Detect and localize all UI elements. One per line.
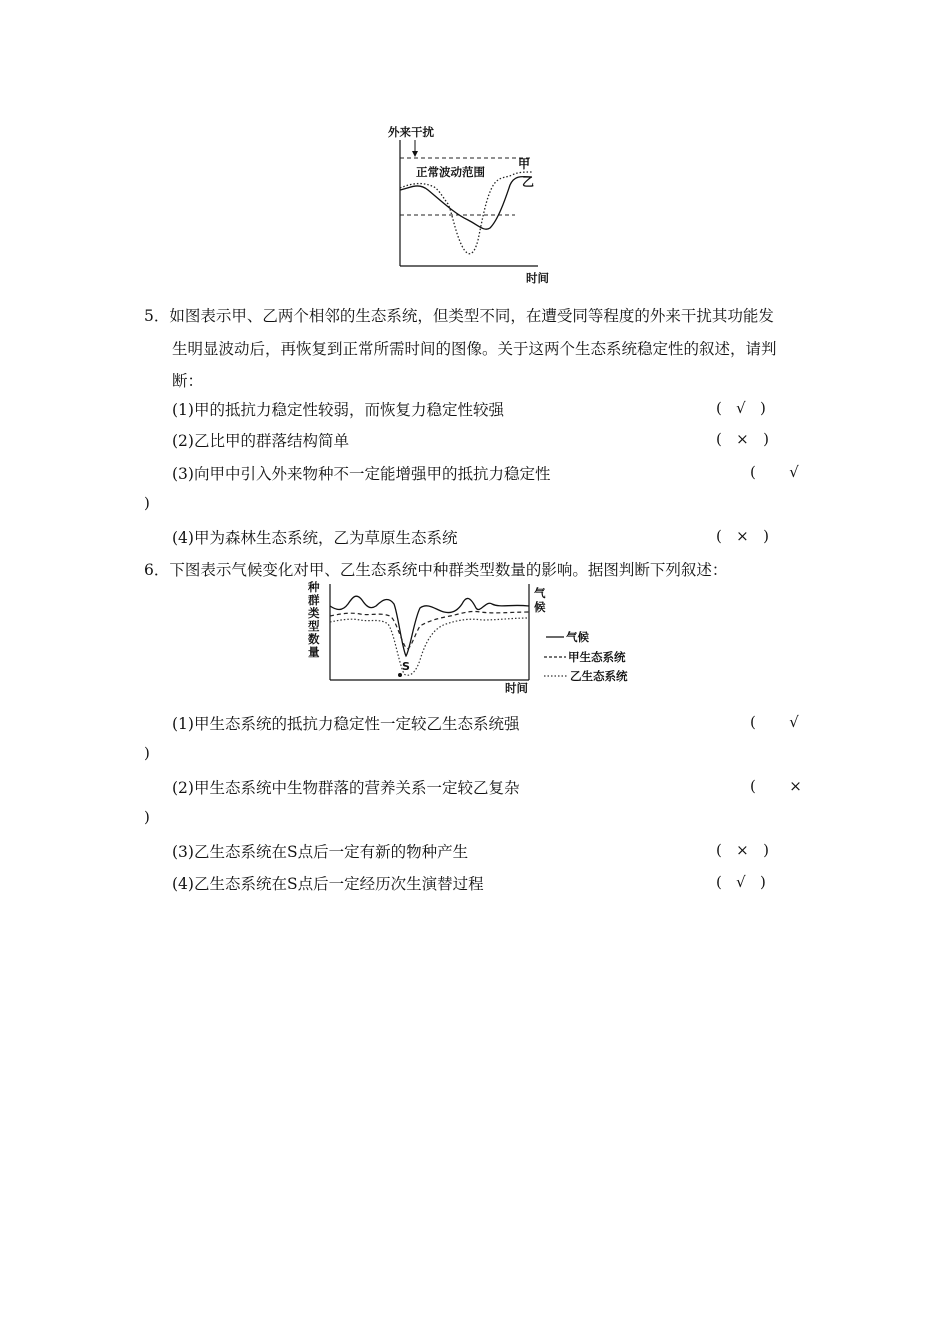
legend-yi-label: 乙生态系统 — [570, 669, 628, 683]
q5-stem-line3: 断： — [172, 372, 204, 390]
answer-mark: √ — [736, 873, 746, 891]
q5-item-1: (1)甲的抵抗力稳定性较弱，而恢复力稳定性较强 — [172, 401, 504, 419]
answer-mark: √ — [789, 713, 799, 731]
series-jia-label: 甲 — [518, 157, 531, 171]
q6-answer-2-close: ) — [144, 808, 150, 826]
q5-item-4: (4)甲为森林生态系统，乙为草原生态系统 — [172, 529, 458, 547]
disturbance-arrow-head — [412, 151, 418, 157]
q6-answer-1-open: ( √ — [750, 713, 799, 731]
q6-answer-4: ( √ ) — [716, 873, 766, 891]
legend-climate-label: 气候 — [566, 630, 589, 644]
q5-item-2: (2)乙比甲的群落结构简单 — [172, 432, 349, 450]
figure2-y-label-right-1: 气 — [534, 586, 546, 600]
answer-mark: √ — [789, 463, 799, 481]
answer-mark: × — [736, 430, 749, 448]
series-yi-label: 乙 — [522, 175, 535, 189]
q6-answer-3: ( × ) — [716, 841, 769, 859]
q5-stem-line1: 5．如图表示甲、乙两个相邻的生态系统，但类型不同，在遭受同等程度的外来干扰其功能发 — [144, 307, 774, 325]
figure1-annotation: 外来干扰 — [388, 125, 434, 139]
figure-1-disturbance-chart — [370, 118, 570, 288]
answer-mark: √ — [736, 399, 746, 417]
q5-answer-1: ( √ ) — [716, 399, 766, 417]
normal-range-label: 正常波动范围 — [416, 165, 485, 179]
system-jia-curve — [330, 611, 529, 648]
q6-item-2: (2)甲生态系统中生物群落的营养关系一定较乙复杂 — [172, 779, 520, 797]
figure2-y-label-left-6: 量 — [308, 645, 320, 659]
q5-answer-3-open: ( √ — [750, 463, 799, 481]
answer-mark: × — [736, 527, 749, 545]
q6-item-3: (3)乙生态系统在S点后一定有新的物种产生 — [172, 843, 469, 861]
q6-item-1: (1)甲生态系统的抵抗力稳定性一定较乙生态系统强 — [172, 715, 520, 733]
series-jia-curve — [400, 175, 535, 230]
system-yi-curve — [330, 618, 529, 675]
series-yi-curve — [400, 172, 535, 254]
point-s-marker — [398, 673, 402, 677]
answer-mark: × — [789, 777, 802, 795]
figure2-y-label-left-5: 数 — [308, 632, 320, 646]
answer-mark: × — [736, 841, 749, 859]
q5-answer-3-close: ) — [144, 494, 150, 512]
q6-item-4: (4)乙生态系统在S点后一定经历次生演替过程 — [172, 875, 484, 893]
q5-stem-line2: 生明显波动后，再恢复到正常所需时间的图像。关于这两个生态系统稳定性的叙述，请判 — [172, 340, 777, 358]
figure2-y-label-left-3: 类 — [308, 606, 320, 620]
q5-answer-4: ( × ) — [716, 527, 769, 545]
q6-stem: 6．下图表示气候变化对甲、乙生态系统中种群类型数量的影响。据图判断下列叙述： — [144, 561, 728, 579]
figure-2-climate-chart — [300, 576, 650, 696]
figure2-x-label: 时间 — [505, 681, 528, 695]
point-s-label: S — [402, 660, 410, 673]
q6-answer-2-open: ( × — [750, 777, 802, 795]
figure2-y-label-left-1: 种 — [308, 580, 320, 594]
q5-item-3: (3)向甲中引入外来物种不一定能增强甲的抵抗力稳定性 — [172, 465, 551, 483]
figure2-y-label-left-2: 群 — [308, 593, 320, 607]
figure1-x-label: 时间 — [526, 271, 549, 285]
q6-answer-1-close: ) — [144, 744, 150, 762]
climate-curve — [330, 596, 529, 656]
figure2-y-label-left-4: 型 — [308, 619, 320, 633]
legend-jia-label: 甲生态系统 — [568, 650, 626, 664]
q5-answer-2: ( × ) — [716, 430, 769, 448]
figure2-y-label-right-2: 候 — [534, 600, 546, 614]
